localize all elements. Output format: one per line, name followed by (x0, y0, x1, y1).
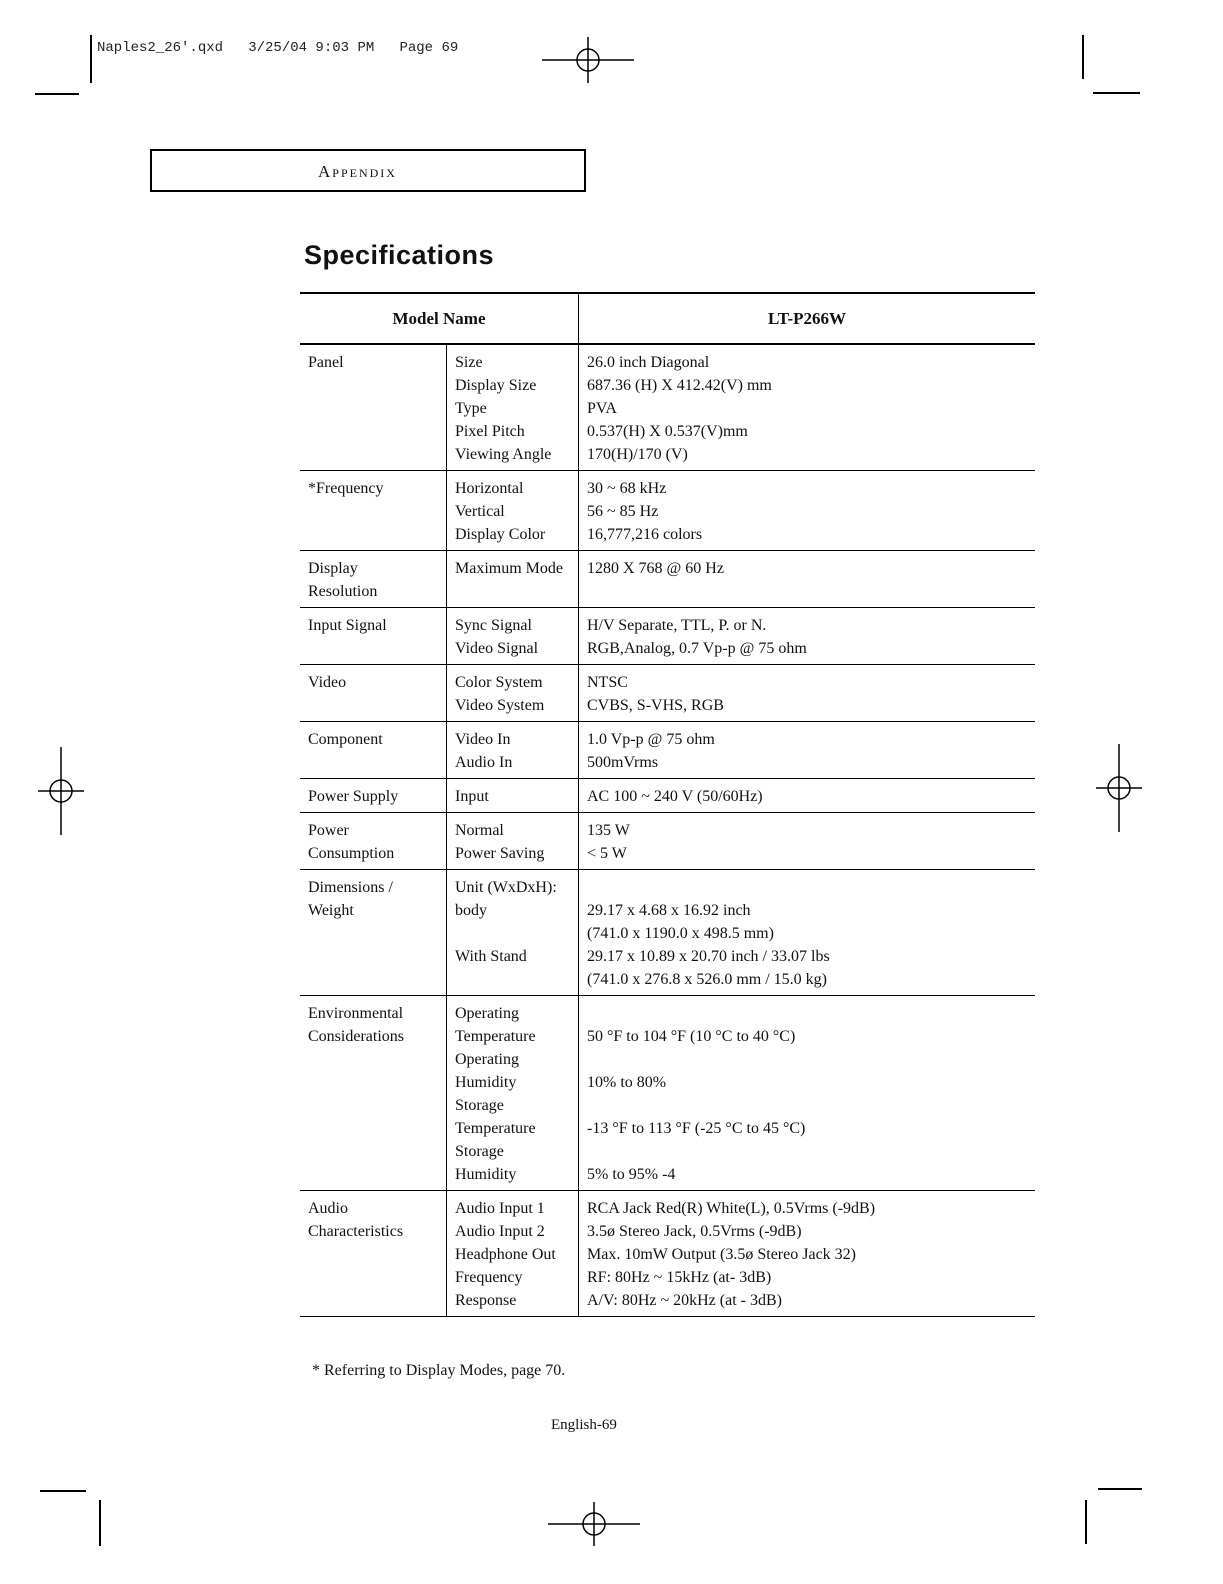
value-line: A/V: 80Hz ~ 20kHz (at - 3dB) (587, 1292, 782, 1309)
category-cell (300, 344, 447, 471)
value-line: 29.17 x 4.68 x 16.92 inch (587, 902, 751, 919)
value-line (587, 1048, 1027, 1071)
value-cell (579, 813, 1036, 870)
value-cell (579, 551, 1036, 608)
item-line (455, 968, 570, 991)
crop-mark-bottom-left-v (99, 1500, 101, 1546)
category-cell (300, 870, 447, 996)
value-line: 687.36 (H) X 412.42(V) mm (587, 377, 772, 394)
item-cell (447, 471, 579, 551)
crop-mark-bottom-right-h (1098, 1488, 1142, 1490)
value-line: < 5 W (587, 845, 627, 862)
registration-mark-right-icon (1094, 742, 1144, 834)
category-line: *Frequency (308, 480, 384, 497)
category-line: Video (308, 674, 347, 691)
item-line: Color System (455, 674, 543, 691)
page-number: English-69 (551, 1417, 617, 1433)
item-line: Audio In (455, 754, 513, 771)
value-line (587, 876, 1027, 899)
value-cell (579, 722, 1036, 779)
item-line: Horizontal (455, 480, 524, 497)
table-row (300, 813, 1035, 870)
value-line: -13 °F to 113 °F (-25 °C to 45 °C) (587, 1120, 806, 1137)
item-cell (447, 996, 579, 1191)
item-cell (447, 813, 579, 870)
item-cell (447, 551, 579, 608)
table-row (300, 1191, 1035, 1317)
item-line: Frequency (455, 1269, 523, 1286)
header-model-name: Model Name (300, 293, 579, 344)
section-header-box (150, 149, 586, 192)
category-line: Panel (308, 354, 344, 371)
item-line: Video In (455, 731, 511, 748)
value-line: 170(H)/170 (V) (587, 446, 688, 463)
value-line: 135 W (587, 822, 630, 839)
item-cell (447, 722, 579, 779)
category-cell (300, 665, 447, 722)
table-row (300, 344, 1035, 471)
category-cell (300, 722, 447, 779)
item-cell (447, 1191, 579, 1317)
category-cell (300, 813, 447, 870)
value-line: 26.0 inch Diagonal (587, 354, 710, 371)
value-line: 29.17 x 10.89 x 20.70 inch / 33.07 lbs (587, 948, 830, 965)
table-row (300, 665, 1035, 722)
item-line: Video System (455, 697, 545, 714)
category-line: Display (308, 560, 358, 577)
item-line: Humidity (455, 1074, 517, 1091)
item-cell (447, 870, 579, 996)
category-line: Dimensions / (308, 879, 393, 896)
value-cell (579, 608, 1036, 665)
category-line: Input Signal (308, 617, 387, 634)
item-line: Humidity (455, 1166, 517, 1183)
value-cell (579, 779, 1036, 813)
value-line: Max. 10mW Output (3.5ø Stereo Jack 32) (587, 1246, 856, 1263)
header-model-number: LT-P266W (579, 293, 1036, 344)
item-line: Type (455, 400, 487, 417)
item-line: Storage (455, 1097, 504, 1114)
item-line: Display Color (455, 526, 546, 543)
item-cell (447, 608, 579, 665)
crop-mark-bottom-left-h (40, 1490, 86, 1492)
value-line: NTSC (587, 674, 628, 691)
category-line: Audio (308, 1200, 348, 1217)
category-cell (300, 996, 447, 1191)
item-line: Normal (455, 822, 504, 839)
value-line (587, 1002, 1027, 1025)
value-line: H/V Separate, TTL, P. or N. (587, 617, 767, 634)
value-line: CVBS, S-VHS, RGB (587, 697, 724, 714)
table-row (300, 870, 1035, 996)
item-line: Display Size (455, 377, 537, 394)
category-cell (300, 551, 447, 608)
item-line: Operating (455, 1051, 519, 1068)
value-line: (741.0 x 1190.0 x 498.5 mm) (587, 925, 774, 942)
value-line: 500mVrms (587, 754, 659, 771)
table-row (300, 779, 1035, 813)
category-line: Power Supply (308, 788, 399, 805)
item-line: Maximum Mode (455, 560, 563, 577)
crop-mark-top-left-h (35, 93, 79, 95)
registration-mark-top-icon (540, 35, 636, 85)
item-line: Headphone Out (455, 1246, 556, 1263)
value-cell (579, 471, 1036, 551)
item-line (455, 922, 570, 945)
registration-mark-bottom-icon (546, 1500, 642, 1548)
item-line: Size (455, 354, 483, 371)
footnote: * Referring to Display Modes, page 70. (312, 1362, 566, 1379)
item-line: Sync Signal (455, 617, 532, 634)
category-cell (300, 608, 447, 665)
item-line: Response (455, 1292, 517, 1309)
table-body (300, 344, 1035, 1317)
table-row (300, 551, 1035, 608)
item-line: Operating (455, 1005, 519, 1022)
value-cell (579, 996, 1036, 1191)
item-line: Temperature (455, 1028, 536, 1045)
page-title: Specifications (304, 240, 495, 270)
value-line (587, 1094, 1027, 1117)
value-cell (579, 665, 1036, 722)
item-line: body (455, 902, 487, 919)
value-cell (579, 344, 1036, 471)
value-line: AC 100 ~ 240 V (50/60Hz) (587, 788, 763, 805)
category-cell (300, 779, 447, 813)
item-line: Power Saving (455, 845, 545, 862)
value-line: (741.0 x 276.8 x 526.0 mm / 15.0 kg) (587, 971, 827, 988)
item-cell (447, 665, 579, 722)
value-line: 56 ~ 85 Hz (587, 503, 659, 520)
item-cell (447, 779, 579, 813)
item-line: Audio Input 1 (455, 1200, 545, 1217)
table-row (300, 722, 1035, 779)
print-slug: Naples2_26'.qxd 3/25/04 9:03 PM Page 69 (97, 40, 459, 56)
value-line: RGB,Analog, 0.7 Vp-p @ 75 ohm (587, 640, 807, 657)
table-row (300, 608, 1035, 665)
crop-mark-top-right-h (1093, 92, 1140, 94)
item-line: Viewing Angle (455, 446, 552, 463)
specifications-table (300, 292, 1035, 1317)
value-line: 10% to 80% (587, 1074, 667, 1091)
item-line: Storage (455, 1143, 504, 1160)
category-line: Component (308, 731, 383, 748)
value-line (587, 1140, 1027, 1163)
item-line: Audio Input 2 (455, 1223, 545, 1240)
item-line: Pixel Pitch (455, 423, 525, 440)
category-line: Considerations (308, 1028, 404, 1045)
value-line: 3.5ø Stereo Jack, 0.5Vrms (-9dB) (587, 1223, 802, 1240)
registration-mark-left-icon (36, 745, 86, 837)
value-line: 0.537(H) X 0.537(V)mm (587, 423, 748, 440)
item-line: Unit (WxDxH): (455, 879, 557, 896)
value-line: 1.0 Vp-p @ 75 ohm (587, 731, 715, 748)
category-line: Power (308, 822, 349, 839)
category-line: Consumption (308, 845, 395, 862)
section-label: Appendix (318, 162, 397, 181)
crop-mark-top-right-v (1082, 35, 1084, 79)
value-line: RF: 80Hz ~ 15kHz (at- 3dB) (587, 1269, 772, 1286)
value-line: PVA (587, 400, 617, 417)
crop-mark-top-left-v (90, 35, 92, 83)
value-line: 1280 X 768 @ 60 Hz (587, 560, 724, 577)
category-line: Weight (308, 902, 354, 919)
item-line: With Stand (455, 948, 527, 965)
value-line: RCA Jack Red(R) White(L), 0.5Vrms (-9dB) (587, 1200, 876, 1217)
item-line: Vertical (455, 503, 505, 520)
item-line: Video Signal (455, 640, 539, 657)
category-cell (300, 1191, 447, 1317)
value-line: 50 °F to 104 °F (10 °C to 40 °C) (587, 1028, 796, 1045)
category-line: Resolution (308, 583, 378, 600)
value-cell (579, 1191, 1036, 1317)
crop-mark-bottom-right-v (1085, 1500, 1087, 1544)
item-cell (447, 344, 579, 471)
category-line: Environmental (308, 1005, 404, 1022)
item-line: Temperature (455, 1120, 536, 1137)
table-row (300, 471, 1035, 551)
value-line: 16,777,216 colors (587, 526, 703, 543)
table-row (300, 996, 1035, 1191)
category-line: Characteristics (308, 1223, 404, 1240)
item-line: Input (455, 788, 489, 805)
value-line: 5% to 95% -4 (587, 1166, 676, 1183)
table-header-row (300, 293, 1035, 344)
value-line: 30 ~ 68 kHz (587, 480, 667, 497)
value-cell (579, 870, 1036, 996)
category-cell (300, 471, 447, 551)
